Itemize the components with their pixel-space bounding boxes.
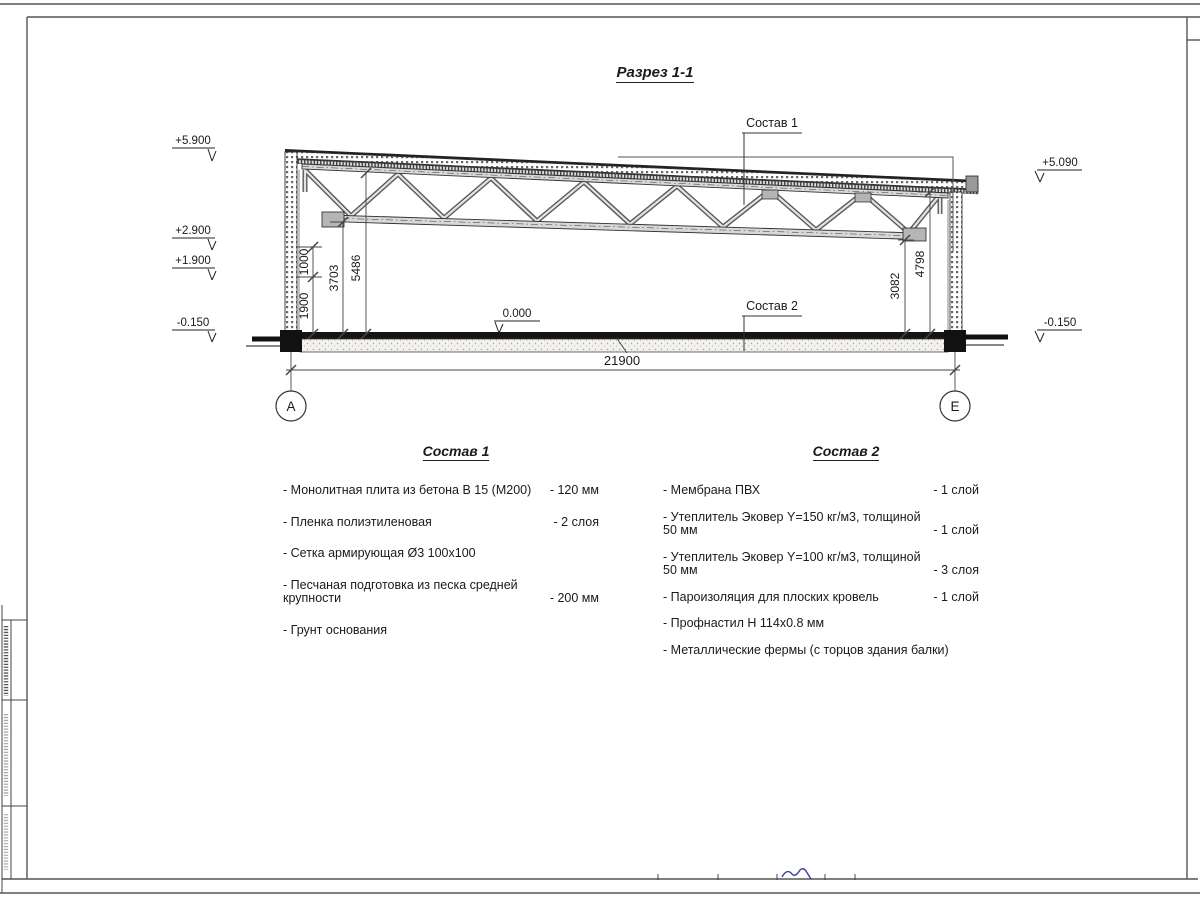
right-wall <box>948 192 962 334</box>
section-title <box>560 64 750 83</box>
layer-name: - Металлические фермы (с торцов здания балки) <box>663 642 949 657</box>
layer-value: - 120 мм <box>549 483 599 497</box>
list-item <box>283 547 599 561</box>
list-item <box>663 551 979 578</box>
layer-value: - 1 слой <box>933 483 979 497</box>
elevation-minus-0150-right: -0.150 <box>1043 317 1077 329</box>
layer-name: - Мембрана ПВХ <box>663 483 761 497</box>
dim-3703-value: 3703 <box>327 264 341 292</box>
level-zero-mark <box>494 321 540 333</box>
layer-name: - Грунт основания <box>283 622 388 637</box>
list-item <box>663 484 979 498</box>
elevation-2900: +2.900 <box>175 225 211 237</box>
layer-value: - 200 мм <box>549 591 599 605</box>
composition-2-list <box>663 484 979 670</box>
axis-a-label: А <box>286 399 296 414</box>
roof-edge-cap <box>966 176 978 192</box>
list-item <box>663 617 979 631</box>
dim-5486-value: 5486 <box>349 254 363 282</box>
axis-e-label: Е <box>950 399 960 414</box>
list-item <box>283 624 599 638</box>
list-item <box>283 516 599 530</box>
list-item <box>663 591 979 605</box>
list-item <box>283 484 599 498</box>
dim-span-value: 21900 <box>603 353 641 368</box>
layer-name: - Утеплитель Эковер Y=100 кг/м3, толщиной 50 мм <box>663 549 921 577</box>
signature-mark <box>782 869 811 879</box>
composition-1-heading: Состав 1 <box>422 443 490 459</box>
layer-name: - Пароизоляция для плоских кровель <box>663 589 879 604</box>
list-item <box>663 511 979 538</box>
composition-2-heading: Состав 2 <box>812 443 880 459</box>
leader-sostav-1-label: Состав 1 <box>746 116 798 130</box>
axis-bubble-a <box>276 391 306 421</box>
dim-1000-value: 1000 <box>297 248 311 276</box>
layer-name: - Утеплитель Эковер Y=150 кг/м3, толщиной 50 мм <box>663 509 921 537</box>
layer-value: - 1 слой <box>933 589 979 604</box>
elevation-minus-0150-left: -0.150 <box>176 317 210 329</box>
level-zero-value: 0.000 <box>502 308 532 320</box>
layer-value: - 3 слоя <box>933 563 979 577</box>
dim-1900-value: 1900 <box>297 292 311 320</box>
elevation-1900: +1.900 <box>175 255 211 267</box>
list-item <box>663 644 979 658</box>
axis-bubble-e <box>940 391 970 421</box>
list-item <box>283 579 599 606</box>
section-title-text: Разрез 1-1 <box>616 64 694 81</box>
dim-4798-value: 4798 <box>913 250 927 278</box>
layer-name: - Профнастил Н 114х0.8 мм <box>663 616 825 630</box>
layer-name: - Монолитная плита из бетона В 15 (М200) <box>283 483 532 497</box>
layer-name: - Песчаная подготовка из песка средней крупности <box>283 577 518 605</box>
dim-3082-value: 3082 <box>888 272 902 300</box>
elevation-5900: +5.900 <box>175 135 211 147</box>
floor-slab <box>297 332 950 353</box>
elevation-5090: +5.090 <box>1042 157 1078 169</box>
composition-1-list <box>283 484 599 655</box>
leader-sostav-2-label: Состав 2 <box>746 299 798 313</box>
layer-value: - 2 слоя <box>553 514 599 529</box>
layer-name: - Сетка армирующая Ø3 100х100 <box>283 546 476 560</box>
layer-value: - 1 слой <box>933 523 979 537</box>
layer-name: - Пленка полиэтиленовая <box>283 514 432 529</box>
